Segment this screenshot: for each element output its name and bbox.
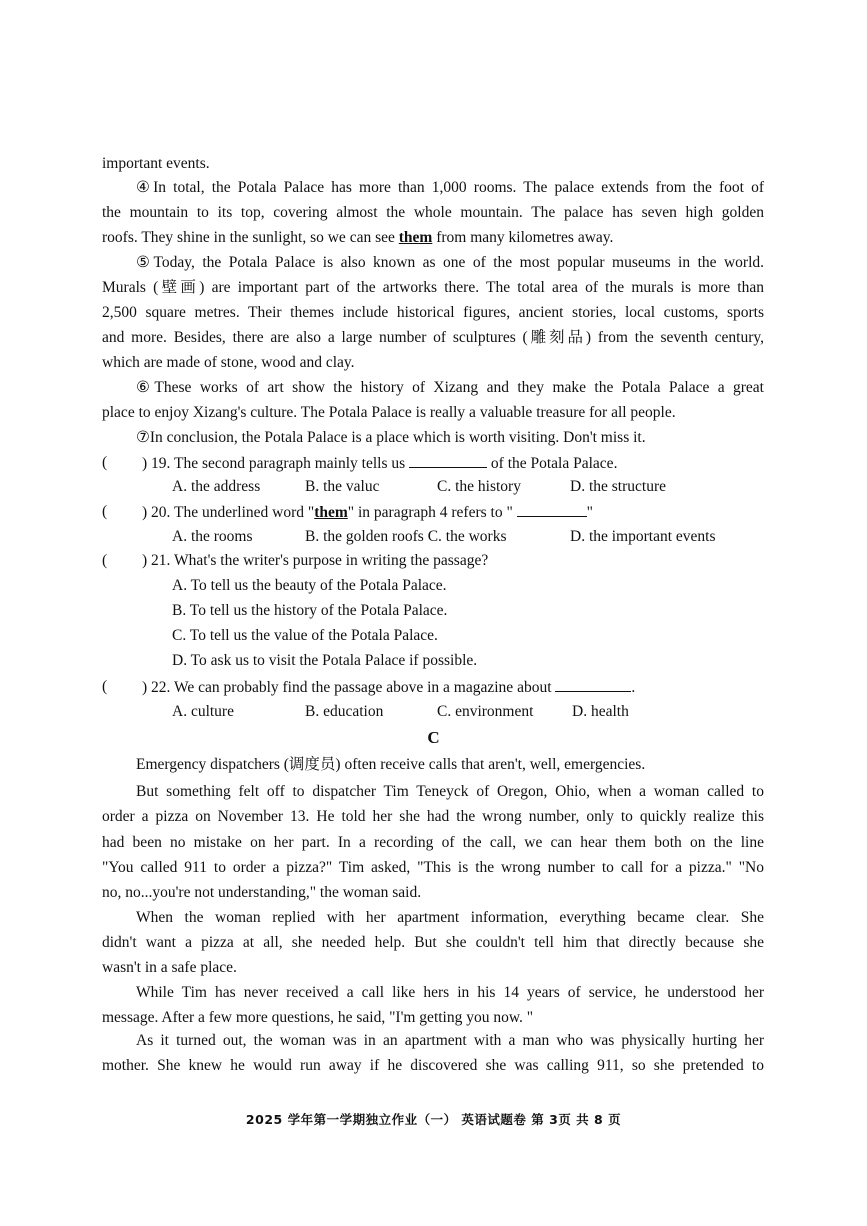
paragraph-5-line-4: and more. Besides, there are also a large number of sculptures (雕刻品) from the seventh century, <box>102 329 764 346</box>
page-footer: 2025 学年第一学期独立作业（一） 英语试题卷 第 3页 共 8 页 <box>245 1112 622 1127</box>
paragraph-5-line-5: which are made of stone, wood and clay. <box>102 354 355 371</box>
question-19-blank[interactable] <box>409 453 487 468</box>
q19-option-b[interactable]: B. the valuc <box>305 478 380 495</box>
question-22-blank[interactable] <box>555 677 631 692</box>
q19-option-d[interactable]: D. the structure <box>570 478 666 495</box>
section-c-paragraph-1: Emergency dispatchers (调度员) often receive calls that aren't, well, emergencies. <box>136 756 646 773</box>
q20-option-a[interactable]: A. the rooms <box>172 528 253 545</box>
paragraph-5-line-1: ⑤Today, the Potala Palace is also known as one of the most popular museums in the world. <box>136 254 764 271</box>
q21-option-d[interactable]: D. To ask us to visit the Potala Palace if possible. <box>172 652 478 669</box>
paragraph-7: ⑦In conclusion, the Potala Palace is a place which is worth visiting. Don't miss it. <box>136 429 646 446</box>
answer-box-19[interactable]: ( <box>102 454 108 471</box>
q21-option-a[interactable]: A. To tell us the beauty of the Potala Palace. <box>172 577 447 594</box>
section-c-paragraph-2-line-4: "You called 911 to order a pizza?" Tim asked, "This is the wrong number to call for a pizza." "No <box>102 859 764 876</box>
q22-option-a[interactable]: A. culture <box>172 703 234 720</box>
q22-option-c[interactable]: C. environment <box>437 703 534 720</box>
question-20-mid: " in paragraph 4 refers to " <box>347 504 517 521</box>
paragraph-4-line-2: the mountain to its top, covering almost the whole mountain. The palace has seven high golden <box>102 204 764 221</box>
question-22-pre: ) 22. We can probably find the passage above in a magazine about <box>142 679 556 696</box>
answer-box-21[interactable]: ( <box>102 552 108 569</box>
section-c-paragraph-4-line-2: message. After a few more questions, he said, "I'm getting you now. " <box>102 1009 534 1026</box>
q21-option-c[interactable]: C. To tell us the value of the Potala Palace. <box>172 627 438 644</box>
section-c-paragraph-2-line-5: no, no...you're not understanding," the woman said. <box>102 884 422 901</box>
paragraph-4-line-1: ④In total, the Potala Palace has more than 1,000 rooms. The palace extends from the foot of <box>136 179 764 196</box>
question-20-blank[interactable] <box>517 502 587 517</box>
question-22-post: . <box>631 679 636 696</box>
q22-option-d[interactable]: D. health <box>572 703 629 720</box>
section-heading-c: C <box>427 728 440 747</box>
q20-option-d[interactable]: D. the important events <box>570 528 716 545</box>
section-c-paragraph-3-line-2: didn't want a pizza at all, she needed help. But she couldn't tell him that directly because she <box>102 934 764 951</box>
question-19-stem <box>142 453 617 474</box>
question-20-underlined-word: them <box>314 504 348 521</box>
section-c-paragraph-3-line-1: When the woman replied with her apartment information, everything became clear. She <box>136 909 764 926</box>
answer-box-22[interactable]: ( <box>102 678 108 695</box>
q20-option-b-c[interactable]: B. the golden roofs C. the works <box>305 528 507 545</box>
question-22-stem <box>142 677 635 698</box>
paragraph-5-line-2: Murals (壁画) are important part of the artworks there. The total area of the murals is more than <box>102 279 764 296</box>
section-c-paragraph-4-line-1: While Tim has never received a call like hers in his 14 years of service, he understood her <box>136 984 764 1001</box>
q21-option-b[interactable]: B. To tell us the history of the Potala Palace. <box>172 602 448 619</box>
paragraph-4-text-end: from many kilometres away. <box>432 229 614 246</box>
q19-option-a[interactable]: A. the address <box>172 478 261 495</box>
q19-option-c[interactable]: C. the history <box>437 478 521 495</box>
question-21-stem: ) 21. What's the writer's purpose in writing the passage? <box>142 552 489 569</box>
underlined-word-them: them <box>398 229 433 246</box>
answer-box-20[interactable]: ( <box>102 503 108 520</box>
paragraph-3-end: important events. <box>102 155 210 172</box>
paragraph-6-line-1: ⑥These works of art show the history of Xizang and they make the Potala Palace a great <box>136 379 764 396</box>
paragraph-4-line-3 <box>102 228 764 248</box>
question-20-stem <box>142 502 593 523</box>
question-20-pre: ) 20. The underlined word " <box>142 504 315 521</box>
question-19-pre: ) 19. The second paragraph mainly tells us <box>142 455 410 472</box>
section-c-paragraph-2-line-2: order a pizza on November 13. He told her she had the wrong number, only to quickly realize this <box>102 808 764 825</box>
section-c-paragraph-5-line-2: mother. She knew he would run away if he discovered she was calling 911, so she pretended to <box>102 1057 764 1074</box>
section-c-paragraph-5-line-1: As it turned out, the woman was in an apartment with a man who was physically hurting her <box>136 1032 764 1049</box>
section-c-paragraph-2-line-1: But something felt off to dispatcher Tim Teneyck of Oregon, Ohio, when a woman called to <box>136 783 764 800</box>
paragraph-6-line-2: place to enjoy Xizang's culture. The Potala Palace is really a valuable treasure for all people. <box>102 404 676 421</box>
paragraph-4-text: roofs. They shine in the sunlight, so we can see <box>102 229 399 246</box>
paragraph-5-line-3: 2,500 square metres. Their themes include historical figures, ancient stories, local customs, sports <box>102 304 764 321</box>
question-20-post: " <box>586 504 593 521</box>
question-19-post: of the Potala Palace. <box>487 455 618 472</box>
section-c-paragraph-3-line-3: wasn't in a safe place. <box>102 959 237 976</box>
section-c-paragraph-2-line-3: had been no mistake on her part. In a recording of the call, we can hear them both on the line <box>102 834 764 851</box>
q22-option-b[interactable]: B. education <box>305 703 384 720</box>
